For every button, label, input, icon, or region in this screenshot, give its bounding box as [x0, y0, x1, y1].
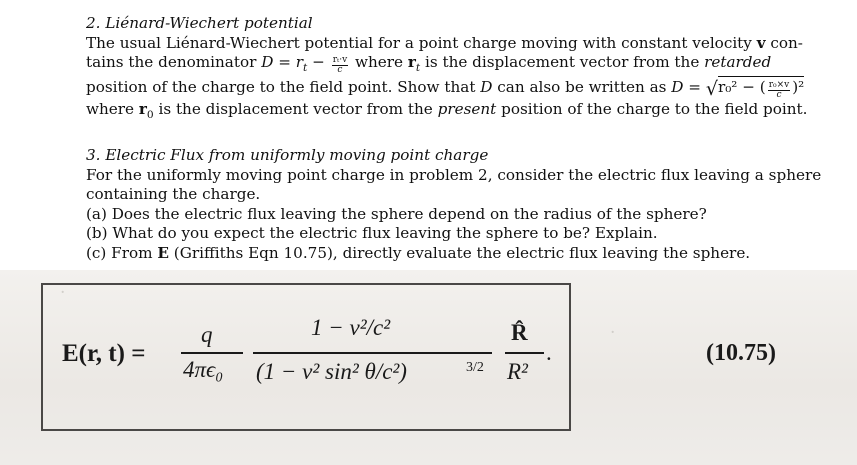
problem-3-part-c: (c) From E (Griffiths Eqn 10.75), directly evaluate the electric flux leaving the sphere.	[86, 243, 751, 262]
problem-3-title: 3. Electric Flux from uniformly moving point charge	[86, 146, 489, 164]
fraction-rt-dot-v-over-c: $\frac{\text{rₜ·v}}{c}$	[332, 55, 348, 76]
equation-lhs: E(r, t) =	[62, 340, 146, 367]
problem-2-line-2: tains the denominator $D = r_t$ − $\frac{\text{rₜ·v}}{c}$ where $r_t$ is the displacement vector from the retarded	[86, 53, 772, 76]
problem-3-line-2: containing the charge.	[86, 185, 261, 204]
equation-number: (10.75)	[706, 340, 776, 366]
equation-r-hat: R̂	[511, 320, 528, 345]
problem-2	[86, 14, 808, 122]
equation-numerator: 1 − v²/c²	[311, 315, 391, 340]
equation-exponent: 3/2	[466, 360, 484, 375]
square-root-expression: √r₀² − ( $\frac{\text{r₀×v}}{c}$ )²	[705, 78, 805, 101]
problem-3	[86, 146, 822, 264]
equation-r-squared: R²	[507, 359, 528, 384]
problem-3-part-b: (b) What do you expect the electric flux leaving the sphere to be? Explain.	[86, 224, 658, 243]
equation-photo-background: . .	[0, 270, 857, 465]
fraction-bar-3	[505, 352, 544, 354]
fraction-bar-1	[181, 352, 243, 354]
problem-2-line-4: where $r_0$ is the displacement vector from the present position of the charge to the field point.	[86, 100, 808, 122]
fraction-bar-2	[253, 352, 492, 354]
equation-4-pi-eps0: 4πϵ₀	[183, 357, 224, 382]
problem-2-line-3: position of the charge to the field point. Show that D can also be written as D = √r₀² − ( $\frac{\text{r₀×v}}{c}$ )²	[86, 78, 805, 101]
problem-3-line-1: For the uniformly moving point charge in problem 2, consider the electric flux leaving a sphere	[86, 165, 822, 184]
problem-2-line-1: The usual Liénard-Wiechert potential for a point charge moving with constant velocity v con-	[86, 33, 803, 52]
problem-3-part-a: (a) Does the electric flux leaving the sphere depend on the radius of the sphere?	[86, 204, 707, 223]
problem-2-title: 2. Liénard-Wiechert potential	[86, 14, 313, 32]
equation-denominator: (1 − v² sin² θ/c²)	[256, 359, 407, 384]
equation-dot: .	[546, 340, 552, 365]
equation-q: q	[201, 322, 213, 347]
